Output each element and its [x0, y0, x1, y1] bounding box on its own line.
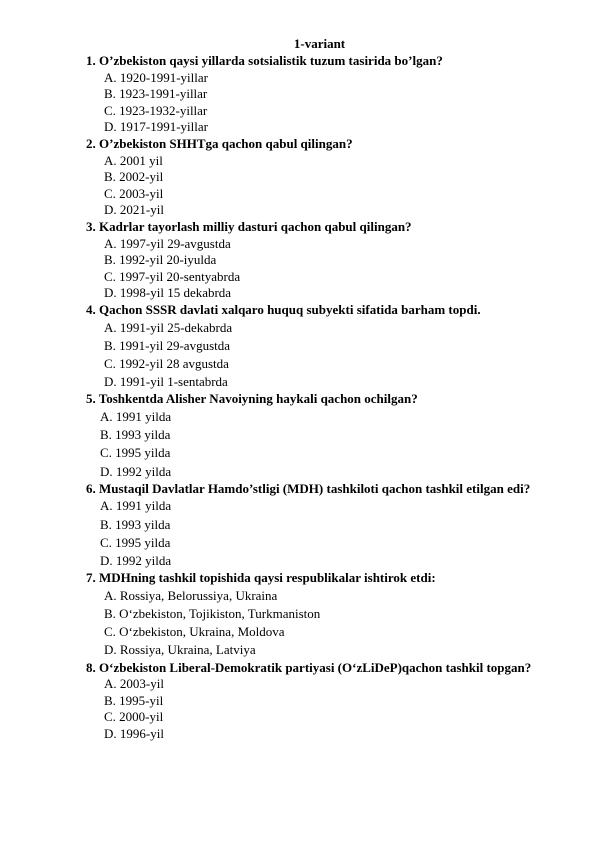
answer-option: C. O‘zbekiston, Ukraina, Moldova	[104, 624, 285, 640]
question-6	[86, 481, 553, 570]
question-2	[86, 136, 553, 219]
page-title: 1-variant	[293, 36, 346, 51]
answer-list	[86, 587, 553, 660]
answer-option: C. 2003-yil	[104, 185, 164, 201]
answer-option: C. 1995 yilda	[100, 534, 171, 550]
question-3	[86, 219, 553, 302]
answer-option: D. 1917-1991-yillar	[104, 119, 208, 135]
question-text: 3. Kadrlar tayorlash milliy dasturi qachon qabul qilingan?	[86, 218, 412, 234]
answer-option: C. 1923-1932-yillar	[104, 102, 208, 118]
answer-option: D. Rossiya, Ukraina, Latviya	[104, 642, 256, 658]
answer-option: B. 2002-yil	[104, 169, 164, 185]
question-text: 6. Mustaqil Davlatlar Hamdo’stligi (MDH) tashkiloti qachon tashkil etilgan edi?	[86, 480, 531, 496]
answer-option: D. 1998-yil 15 dekabrda	[104, 285, 232, 301]
answer-option: B. 1992-yil 20-iyulda	[104, 252, 217, 268]
answer-option: A. 2003-yil	[104, 676, 164, 692]
answer-list	[86, 153, 553, 219]
answer-option: B. O‘zbekiston, Tojikiston, Turkmaniston	[104, 605, 321, 621]
question-8	[86, 660, 553, 743]
answer-list	[86, 319, 553, 392]
answer-list	[86, 497, 553, 570]
answer-option: B. 1923-1991-yillar	[104, 86, 208, 102]
answer-option: A. 1920-1991-yillar	[104, 69, 208, 85]
answer-option: A. 1991 yilda	[100, 408, 172, 424]
question-5	[86, 391, 553, 480]
question-4	[86, 302, 553, 391]
answer-option: D. 1992 yilda	[100, 552, 172, 568]
answer-option: B. 1991-yil 29-avgustda	[104, 337, 231, 353]
answer-option: A. Rossiya, Belorussiya, Ukraina	[104, 587, 278, 603]
answer-option: D. 1996-yil	[104, 725, 164, 741]
question-text: 7. MDHning tashkil topishida qaysi respublikalar ishtirok etdi:	[86, 570, 436, 586]
question-text: 1. O’zbekiston qaysi yillarda sotsialistik tuzum tasirida bo’lgan?	[86, 53, 443, 68]
answer-option: D. 2021-yil	[104, 202, 164, 218]
question-1	[86, 53, 553, 136]
question-text: 4. Qachon SSSR davlati xalqaro huquq subyekti sifatida barham topdi.	[86, 301, 481, 317]
answer-list	[86, 408, 553, 481]
question-text: 5. Toshkentda Alisher Navoiyning haykali qachon ochilgan?	[86, 391, 418, 407]
answer-option: C. 1995 yilda	[100, 445, 171, 461]
answer-option: C. 1997-yil 20-sentyabrda	[104, 268, 241, 284]
answer-option: C. 2000-yil	[104, 709, 164, 725]
answer-list	[86, 676, 553, 742]
answer-option: A. 1991-yil 25-dekabrda	[104, 319, 233, 335]
answer-option: D. 1992 yilda	[100, 463, 172, 479]
answer-list	[86, 70, 553, 136]
answer-list	[86, 236, 553, 302]
answer-option: C. 1992-yil 28 avgustda	[104, 355, 229, 371]
question-7	[86, 570, 553, 659]
answer-option: B. 1993 yilda	[100, 427, 171, 443]
question-text: 8. O‘zbekiston Liberal-Demokratik partiyasi (O‘zLiDeP)qachon tashkil topgan?	[86, 659, 532, 675]
answer-option: B. 1993 yilda	[100, 516, 171, 532]
answer-option: A. 1997-yil 29-avgustda	[104, 235, 231, 251]
document-page	[86, 36, 553, 743]
answer-option: A. 1991 yilda	[100, 498, 172, 514]
question-text: 2. O’zbekiston SHHTga qachon qabul qilingan?	[86, 135, 353, 151]
answer-option: A. 2001 yil	[104, 152, 163, 168]
answer-option: D. 1991-yil 1-sentabrda	[104, 374, 228, 390]
answer-option: B. 1995-yil	[104, 692, 164, 708]
